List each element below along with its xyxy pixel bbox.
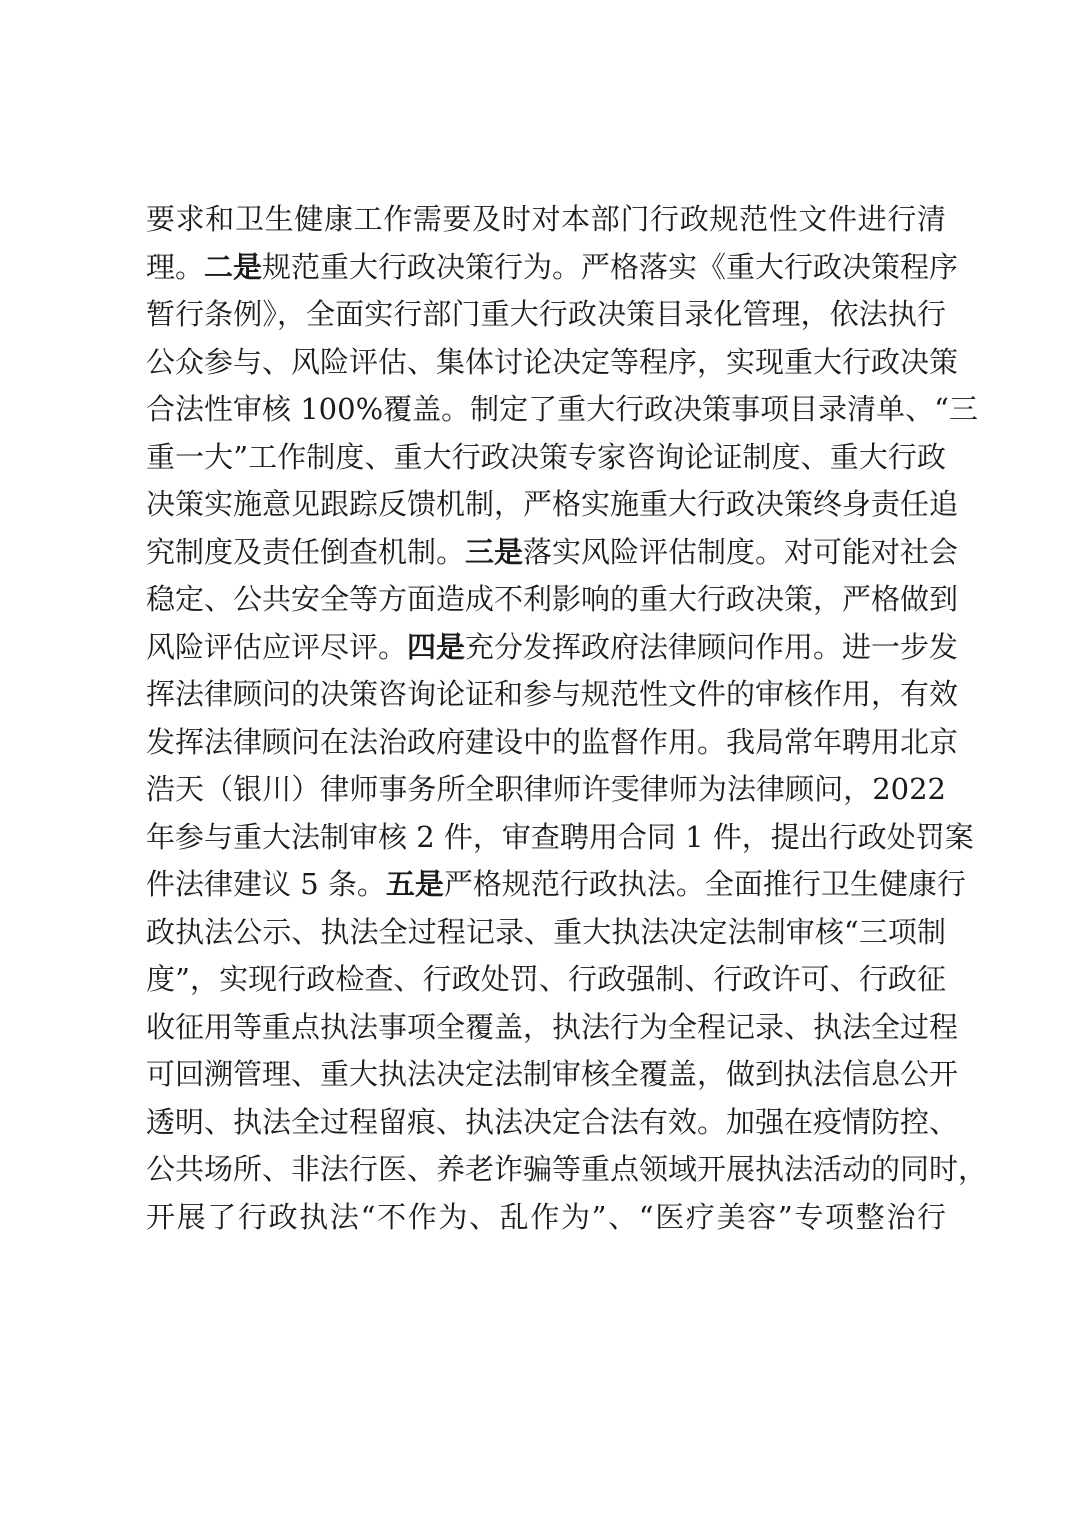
text-segment: 落实风险评估制度。对可能对社会 [523, 534, 959, 569]
bold-keyword: 三是 [465, 534, 524, 569]
text-segment: 公众参与、风险评估、集体讨论决定等程序，实现重大行政决策 [146, 344, 959, 379]
text-line [146, 814, 974, 862]
text-segment: 透明、执法全过程留痕、执法决定合法有效。加强在疫情防控、 [146, 1104, 959, 1139]
text-line [146, 624, 959, 672]
text-segment: 充分发挥政府法律顾问作用。进一步发 [465, 629, 959, 664]
text-segment: 稳定、公共安全等方面造成不利影响的重大行政决策，严格做到 [146, 582, 959, 616]
text-segment: 开展了行政执法“不作为、乱作为”、“医疗美容”专项整治行 [146, 1199, 946, 1234]
text-line [146, 671, 959, 719]
bold-keyword: 四是 [407, 629, 466, 664]
bold-keyword: 二是 [204, 249, 263, 284]
text-segment: 究制度及责任倒查机制。 [146, 534, 466, 569]
text-segment: 可回溯管理、重大执法决定法制审核全覆盖，做到执法信息公开 [146, 1057, 959, 1091]
text-segment: 收征用等重点执法事项全覆盖，执法行为全程记录、执法全过程 [146, 1009, 959, 1044]
text-line [146, 1099, 959, 1147]
text-segment: 度”，实现行政检查、行政处罚、行政强制、行政许可、行政征 [146, 962, 946, 996]
text-segment: 风险评估应评尽评。 [146, 629, 408, 664]
text-line [146, 481, 959, 529]
text-line [146, 576, 959, 624]
text-segment: 年参与重大法制审核 2 件，审查聘用合同 1 件，提出行政处罚案 [146, 819, 974, 854]
text-segment: 决策实施意见跟踪反馈机制，严格实施重大行政决策终身责任追 [146, 487, 959, 521]
text-segment: 浩天（银川）律师事务所全职律师许雯律师为法律顾问，2022 [146, 772, 946, 806]
body-text [146, 196, 988, 1241]
text-segment: 重一大”工作制度、重大行政决策专家咨询论证制度、重大行政 [146, 439, 946, 474]
text-segment: 理。 [146, 249, 205, 284]
text-segment: 严格规范行政执法。全面推行卫生健康行 [443, 867, 966, 901]
text-line [146, 766, 946, 814]
text-segment: 合法性审核 100%覆盖。制定了重大行政决策事项目录清单、“三 [146, 392, 978, 426]
text-line [146, 244, 959, 292]
text-line [146, 1146, 988, 1194]
text-line [146, 434, 946, 482]
text-line [146, 529, 959, 577]
text-line [146, 1051, 959, 1099]
text-segment: 政执法公示、执法全过程记录、重大执法决定法制审核“三项制 [146, 914, 946, 949]
text-line [146, 339, 959, 387]
text-line [146, 956, 946, 1004]
text-segment: 暂行条例》，全面实行部门重大行政决策目录化管理，依法执行 [146, 297, 946, 331]
text-line [146, 1004, 959, 1052]
text-segment: 规范重大行政决策行为。严格落实《重大行政决策程序 [262, 249, 959, 284]
text-line [146, 196, 946, 244]
text-line [146, 861, 966, 909]
text-line [146, 291, 946, 339]
bold-keyword: 五是 [385, 867, 444, 901]
text-segment: 挥法律顾问的决策咨询论证和参与规范性文件的审核作用，有效 [146, 677, 959, 711]
text-segment: 要求和卫生健康工作需要及时对本部门行政规范性文件进行清 [146, 202, 946, 236]
text-line [146, 1194, 946, 1242]
text-segment: 公共场所、非法行医、养老诈骗等重点领域开展执法活动的同时， [146, 1152, 988, 1186]
text-line [146, 909, 946, 957]
text-segment: 件法律建议 5 条。 [146, 867, 386, 901]
text-segment: 发挥法律顾问在法治政府建设中的监督作用。我局常年聘用北京 [146, 724, 959, 759]
text-line [146, 719, 959, 767]
text-line [146, 386, 978, 434]
